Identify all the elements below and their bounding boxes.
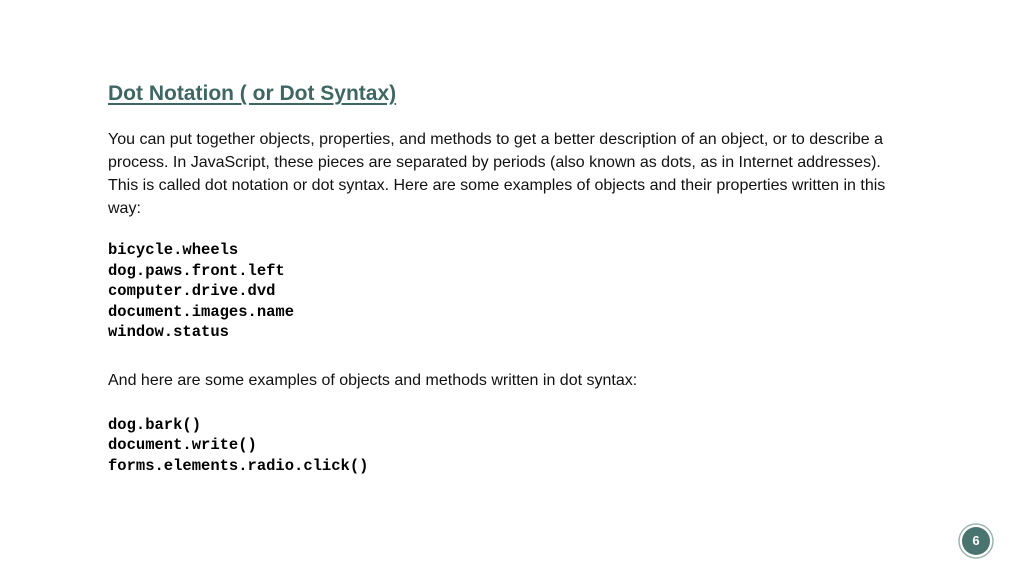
code-line: forms.elements.radio.click() xyxy=(108,456,369,475)
intro-paragraph: You can put together objects, properties, and methods to get a better description of an object, or to describe a process. In JavaScript, these pieces are separated by periods (also known as dots, as in Internet addresses). This is called dot notation or dot syntax. Here are some examples of objects and their properties written in this way: xyxy=(108,131,886,217)
code-line: bicycle.wheels xyxy=(108,241,239,259)
code-line: computer.drive.dvd xyxy=(108,282,276,300)
code-line: document.images.name xyxy=(108,302,295,321)
slide-title: Dot Notation ( or Dot Syntax) xyxy=(108,82,397,105)
code-line: dog.bark() xyxy=(108,415,202,434)
code-line: dog.paws.front.left xyxy=(108,261,285,280)
page-number-badge xyxy=(958,523,994,559)
code-line: document.write() xyxy=(108,436,257,454)
method-examples xyxy=(108,415,908,477)
property-examples xyxy=(108,240,908,343)
page-number: 6 xyxy=(972,533,980,548)
slide-content xyxy=(108,80,908,476)
methods-intro-paragraph: And here are some examples of objects and methods written in dot syntax: xyxy=(108,371,638,389)
code-line: window.status xyxy=(108,323,229,341)
